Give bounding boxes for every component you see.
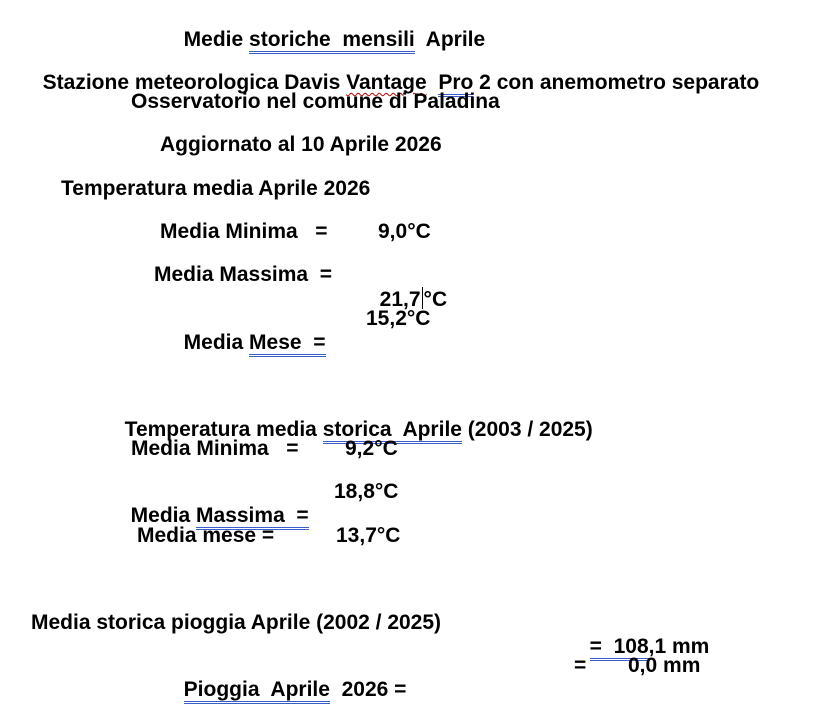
station-underlined: Pro: [438, 71, 473, 97]
rain-historical-suffix: ,1 mm: [648, 635, 710, 658]
historical-mean-value: 13,7°C: [336, 524, 401, 547]
historical-max-value: 18,8°C: [334, 480, 399, 503]
updated-line: Aggiornato al 10 Aprile 2026: [160, 133, 442, 156]
title-underlined: storiche mensili: [249, 28, 415, 54]
current-mean-underlined: Mese =: [249, 331, 325, 357]
historical-heading-suffix: (2003 / 2025): [461, 418, 593, 441]
historical-min-label: Media Minima =: [131, 437, 299, 460]
station-prefix: Stazione meteorologica Davis: [42, 71, 347, 94]
historical-max-prefix: Media: [130, 504, 197, 527]
rain-current-underlined: Pioggia Aprile: [184, 678, 330, 704]
current-mean-value: 15,2°C: [366, 307, 431, 330]
historical-heading: [113, 394, 593, 442]
current-max-value: [368, 263, 447, 312]
current-mean-label: [172, 307, 326, 355]
title-line: [172, 4, 485, 52]
rain-current-label: [172, 654, 406, 702]
rain-current-value: 0,0 mm: [628, 654, 701, 677]
title-suffix: Aprile: [414, 28, 486, 51]
current-min-label: Media Minima =: [160, 220, 328, 243]
rain-historical-underlined: = 108: [590, 635, 649, 661]
observatory-line: Osservatorio nel comune di Paladina: [131, 90, 500, 113]
current-max-number: 21,7: [379, 288, 421, 311]
rain-historical-value: [578, 611, 709, 659]
current-max-unit: °C: [423, 288, 448, 311]
station-suffix: 2 con anemometro separato: [473, 71, 760, 94]
station-line: [31, 47, 759, 95]
rain-historical-label: Media storica pioggia Aprile (2002 / 2025): [31, 611, 442, 634]
current-min-value: 9,0°C: [378, 220, 431, 243]
rain-current-equals: =: [574, 654, 587, 677]
text-cursor: [422, 287, 423, 309]
current-heading: Temperatura media Aprile 2026: [61, 177, 371, 200]
station-spellcheck-word: Vantage: [346, 71, 427, 94]
historical-mean-label: Media mese =: [137, 524, 275, 547]
current-mean-prefix: Media: [183, 331, 250, 354]
historical-max-underlined: Massima =: [196, 504, 309, 530]
historical-heading-underlined: storica Aprile: [323, 418, 462, 444]
historical-min-value: 9,2°C: [345, 437, 398, 460]
historical-heading-prefix: Temperatura media: [124, 418, 323, 441]
rain-current-suffix: 2026 =: [329, 678, 407, 701]
current-max-label: Media Massima =: [154, 263, 332, 286]
historical-max-label: [119, 480, 309, 528]
title-prefix: Medie: [183, 28, 250, 51]
